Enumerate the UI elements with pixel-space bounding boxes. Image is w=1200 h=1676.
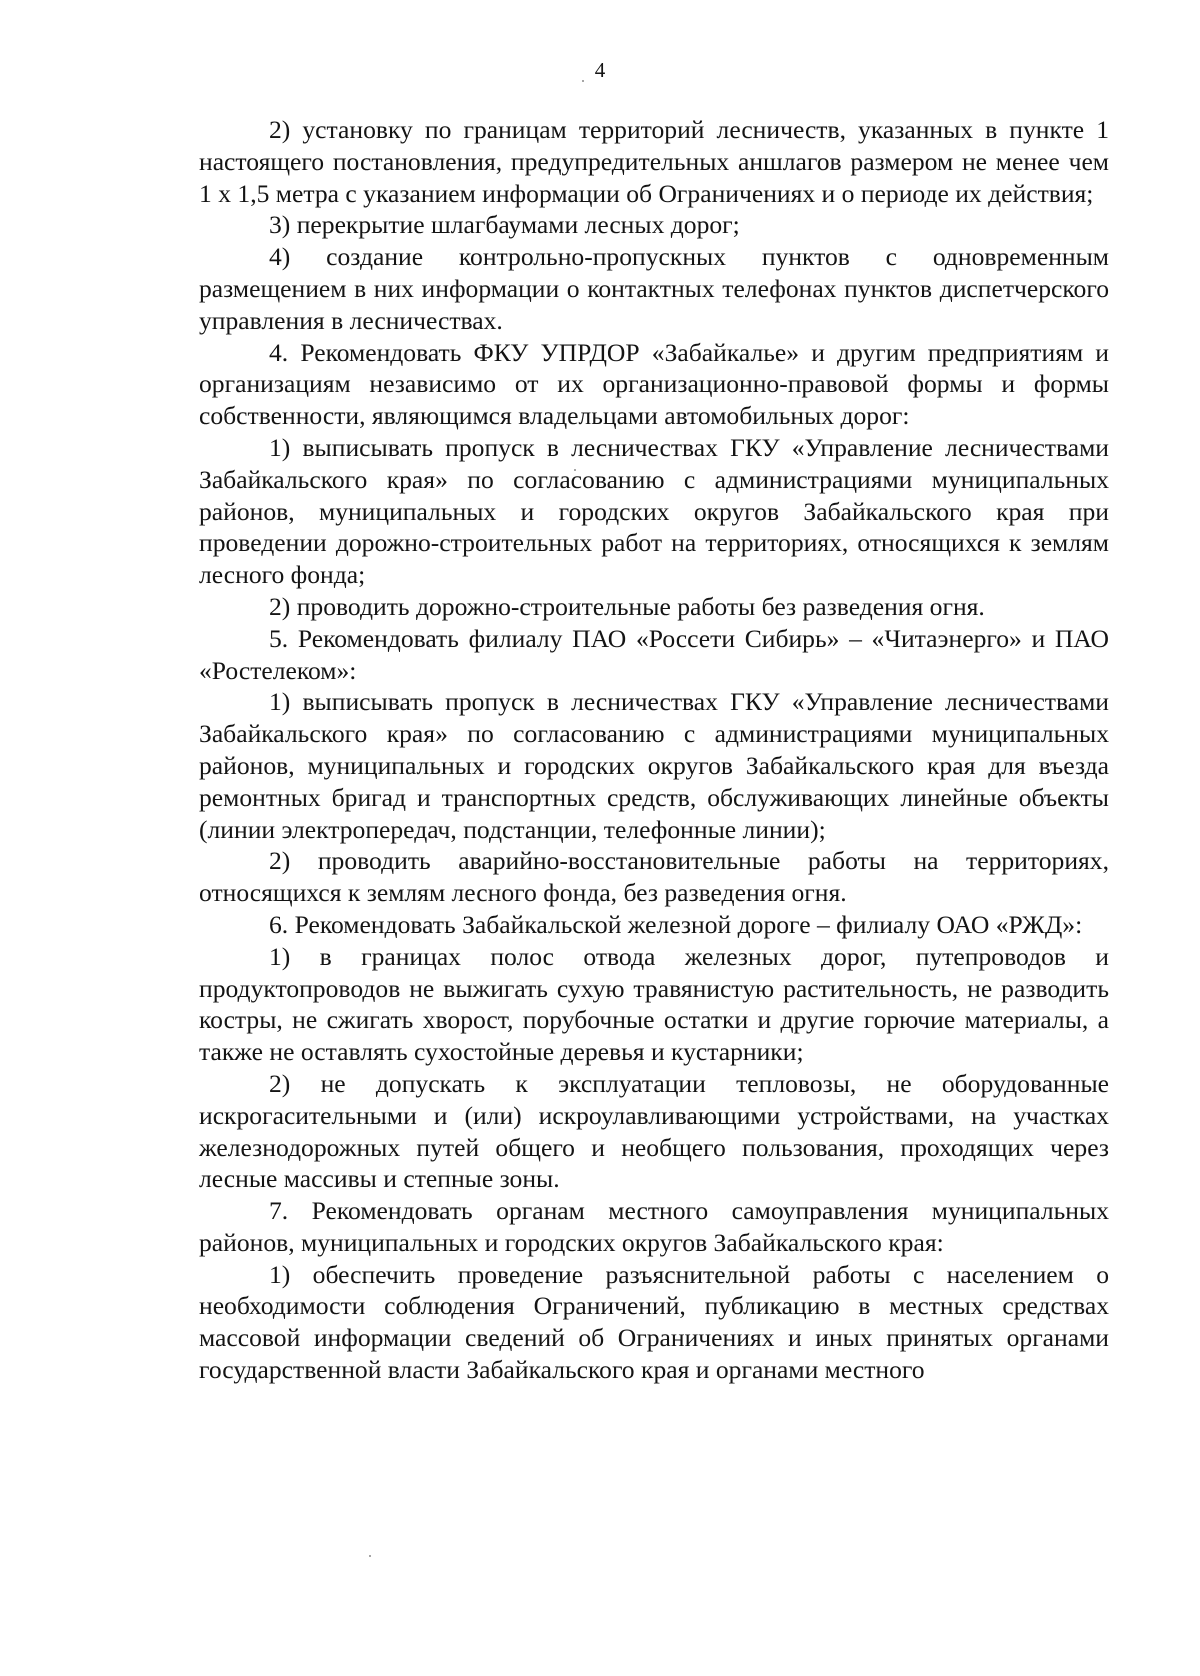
paragraph: 1) в границах полос отвода железных дорог, путепроводов и продуктопроводов не выжигать сухую травянистую растительность, не разводить костры, не сжигать хворост, порубочные остатки и другие горючие материалы, а также не оставлять сухостойные деревья и кустарники; [199,941,1109,1067]
paragraph: 2) не допускать к эксплуатации тепловозы, не оборудованные искрогасительными и (или) искроулавливающими устройствами, на участках железнодорожных путей общего и необщего пользования, проходящих через лесные массивы и степные зоны. [199,1068,1109,1194]
paragraph: 7. Рекомендовать органам местного самоуправления муниципальных районов, муниципальных и городских округов Забайкальского края: [199,1196,1109,1257]
paragraph: 1) обеспечить проведение разъяснительной работы с населением о необходимости соблюдения Ограничений, публикацию в местных средствах массовой информации сведений об Ограничениях и иных принятых органами государственной власти Забайкальского края и органами местного [199,1259,1109,1385]
document-body [199,114,1109,1386]
paragraph: 2) установку по границам территорий лесничеств, указанных в пункте 1 настоящего постановления, предупредительных аншлагов размером не менее чем 1 х 1,5 метра с указанием информации об Ограничениях и о периоде их действия; [199,115,1109,208]
paragraph: 6. Рекомендовать Забайкальской железной дороге – филиалу ОАО «РЖД»: [269,909,1083,939]
page-number: 4 [594,58,606,82]
paragraph: 4) создание контрольно-пропускных пунктов с одновременным размещением в них информации о контактных телефонах пунктов диспетчерского управления в лесничествах. [199,242,1109,335]
paragraph: 2) проводить дорожно-строительные работы без разведения огня. [269,591,985,621]
paragraph: 2) проводить аварийно-восстановительные работы на территориях, относящихся к землям лесного фонда, без разведения огня. [199,846,1109,908]
scan-speck [369,1555,371,1557]
paragraph: 1) выписывать пропуск в лесничествах ГКУ «Управление лесничествами Забайкальского края» по согласованию с администрациями муниципальных районов, муниципальных и городских округов Забайкальского края при проведении дорожно-строительных работ на территориях, относящихся к землям лесного фонда; [199,432,1109,590]
paragraph: 3) перекрытие шлагбаумами лесных дорог; [269,210,740,240]
paragraph: 1) выписывать пропуск в лесничествах ГКУ «Управление лесничествами Забайкальского края» по согласованию с администрациями муниципальных районов, муниципальных и городских округов Забайкальского края для въезда ремонтных бригад и транспортных средств, обслуживающих линейные объекты (линии электропередач, подстанции, телефонные линии); [199,687,1109,844]
paragraph: 4. Рекомендовать ФКУ УПРДОР «Забайкалье» и другим предприятиям и организациям независимо от их организационно-правовой формы и формы собственности, являющимся владельцами автомобильных дорог: [199,337,1109,431]
scan-speck [582,80,584,82]
paragraph: 5. Рекомендовать филиалу ПАО «Россети Сибирь» – «Читаэнерго» и ПАО «Ростелеком»: [199,623,1109,685]
